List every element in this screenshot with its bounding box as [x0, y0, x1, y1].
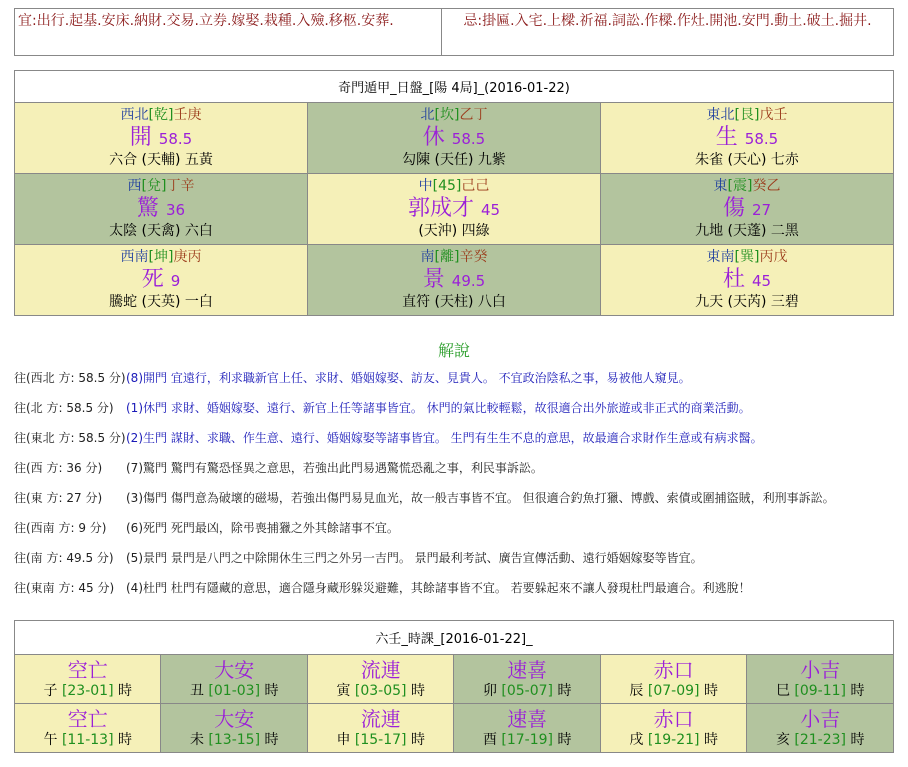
palace-stems: 丙戊 — [759, 249, 788, 265]
liuren-table — [14, 620, 894, 753]
explain-label: 往(西北 方: 58.5 分) — [14, 371, 126, 385]
liuren-name: 大安 — [214, 707, 255, 731]
explain-title: 解說 — [437, 341, 470, 360]
palace-stars: 六合 (天輔) 五黃 — [109, 152, 213, 168]
palace-trigram: [離] — [434, 249, 460, 265]
liuren-range: [09-11] — [794, 683, 847, 699]
palace-door: 郭成才 — [407, 196, 474, 221]
qimen-table — [14, 70, 894, 316]
palace-header — [15, 177, 307, 196]
explain-text: (4)杜門 杜門有隱藏的意思，適合隱身藏形躲災避難，其餘諸事皆不宜。 若要躲起來不讓人發現杜門最適合。利逃脫！ — [126, 581, 751, 595]
yi-cell: 宜:出行.起基.安床.納財.交易.立券.嫁娶.栽種.入殮.移柩.安葬. — [15, 9, 442, 56]
palace-cell — [15, 174, 308, 245]
palace-header — [601, 248, 893, 267]
liuren-time — [601, 682, 746, 700]
palace-cell — [601, 103, 894, 174]
palace-stems: 辛癸 — [459, 249, 488, 265]
palace-trigram: [45] — [432, 178, 462, 194]
explain-label: 往(西 方: 36 分) — [14, 461, 103, 475]
explain-text: (8)開門 宜遠行，利求職新官上任、求財、婚姻嫁娶、訪友、見貴人。 不宜政治陰私之事，易被他人窺見。 — [126, 371, 691, 385]
explain-label: 往(東南 方: 45 分) — [14, 581, 115, 595]
palace-trigram: [巽] — [734, 249, 760, 265]
liuren-range: [23-01] — [61, 683, 114, 699]
palace-cell — [308, 103, 601, 174]
liuren-cell — [600, 655, 746, 704]
liuren-cell — [747, 704, 894, 753]
palace-score: 58.5 — [451, 130, 486, 148]
explain-text: (2)生門 謀財、求職、作生意、遠行、婚姻嫁娶等諸事皆宜。 生門有生生不息的意思，故最適合求財作生意或有病求醫。 — [126, 431, 763, 445]
liuren-range: [13-15] — [208, 732, 261, 748]
liuren-time — [15, 731, 160, 749]
liuren-name: 赤口 — [653, 658, 694, 682]
palace-door-line — [601, 267, 893, 293]
liuren-name: 小吉 — [800, 707, 841, 731]
palace-stems: 己己 — [461, 178, 490, 194]
palace-door-line — [601, 196, 893, 222]
liuren-range: [01-03] — [208, 683, 261, 699]
palace-cell — [601, 174, 894, 245]
palace-cell — [308, 174, 601, 245]
palace-trigram: [艮] — [734, 107, 760, 123]
explain-row — [14, 460, 894, 476]
liuren-cell — [454, 704, 600, 753]
explain-row — [14, 370, 894, 386]
liuren-shi: 時 — [703, 732, 718, 748]
palace-stars: 騰蛇 (天英) 一白 — [109, 294, 213, 310]
liuren-name: 速喜 — [507, 707, 548, 731]
liuren-branch: 午 — [43, 732, 58, 748]
qimen-row — [15, 245, 894, 316]
liuren-title: 六壬_時課_[2016-01-22]_ — [15, 621, 894, 655]
palace-trigram: [坎] — [434, 107, 460, 123]
palace-door-line — [308, 125, 600, 151]
palace-direction: 東南 — [706, 249, 735, 265]
palace-direction: 東北 — [706, 107, 735, 123]
palace-score: 58.5 — [744, 130, 779, 148]
palace-door: 休 — [422, 125, 445, 150]
liuren-range: [05-07] — [501, 683, 553, 699]
liuren-shi: 時 — [557, 732, 572, 748]
explain-text: (7)驚門 驚門有驚恐怪異之意思，若強出此門易遇驚慌恐亂之事，利民事訴訟。 — [126, 461, 543, 475]
palace-trigram: [兌] — [141, 178, 167, 194]
palace-cell — [601, 245, 894, 316]
palace-header — [601, 177, 893, 196]
liuren-range: [03-05] — [354, 683, 407, 699]
palace-door: 死 — [141, 267, 164, 292]
liuren-shi: 時 — [703, 683, 718, 699]
explain-row — [14, 550, 894, 566]
palace-stars: 九天 (天芮) 三碧 — [695, 294, 799, 310]
liuren-range: [11-13] — [61, 732, 114, 748]
palace-door-line — [308, 267, 600, 293]
liuren-shi: 時 — [850, 683, 865, 699]
palace-header — [601, 106, 893, 125]
liuren-shi: 時 — [557, 683, 572, 699]
palace-score: 9 — [170, 272, 181, 290]
explain-text: (1)休門 求財、婚姻嫁娶、遠行、新官上任等諸事皆宜。 休門的氣比較輕鬆，故很適合出外旅遊或非正式的商業活動。 — [126, 401, 751, 415]
liuren-time — [308, 682, 453, 700]
liuren-shi: 時 — [264, 732, 279, 748]
palace-stems: 庚丙 — [173, 249, 202, 265]
liuren-range: [17-19] — [501, 732, 553, 748]
liuren-time — [601, 731, 746, 749]
palace-door: 開 — [129, 125, 152, 150]
liuren-cell — [307, 655, 453, 704]
explain-label: 往(北 方: 58.5 分) — [14, 401, 114, 415]
explain-label: 往(西南 方: 9 分) — [14, 521, 107, 535]
palace-door-line — [308, 196, 600, 222]
palace-header — [15, 248, 307, 267]
palace-score: 27 — [751, 201, 772, 219]
explain-text: (6)死門 死門最凶，除弔喪捕獵之外其餘諸事不宜。 — [126, 521, 399, 535]
palace-score: 58.5 — [158, 130, 193, 148]
palace-door: 傷 — [722, 196, 745, 221]
palace-direction: 西 — [127, 178, 142, 194]
liuren-cell — [161, 704, 307, 753]
explain-label: 往(南 方: 49.5 分) — [14, 551, 114, 565]
liuren-name: 赤口 — [653, 707, 694, 731]
palace-door-line — [15, 196, 307, 222]
liuren-cell — [15, 704, 161, 753]
liuren-branch: 未 — [189, 732, 204, 748]
liuren-time — [747, 682, 893, 700]
explain-label: 往(東北 方: 58.5 分) — [14, 431, 126, 445]
palace-stars: 太陰 (天禽) 六白 — [109, 223, 213, 239]
liuren-name: 小吉 — [800, 658, 841, 682]
palace-door: 生 — [715, 125, 738, 150]
liuren-time — [161, 682, 306, 700]
liuren-row — [15, 655, 894, 704]
liuren-name: 大安 — [214, 658, 255, 682]
liuren-name: 空亡 — [67, 658, 108, 682]
palace-door: 景 — [422, 267, 445, 292]
liuren-branch: 申 — [336, 732, 351, 748]
explain-label: 往(東 方: 27 分) — [14, 491, 103, 505]
qimen-title: 奇門遁甲_日盤_[陽 4局]_(2016-01-22) — [15, 71, 894, 103]
palace-stems: 壬庚 — [173, 107, 202, 123]
palace-score: 36 — [165, 201, 186, 219]
liuren-time — [747, 731, 893, 749]
palace-trigram: [坤] — [148, 249, 174, 265]
palace-cell — [15, 245, 308, 316]
palace-trigram: [震] — [727, 178, 753, 194]
palace-header — [308, 177, 600, 196]
liuren-range: [21-23] — [794, 732, 847, 748]
liuren-range: [15-17] — [354, 732, 407, 748]
liuren-cell — [307, 704, 453, 753]
explain-row — [14, 400, 894, 416]
explain-row — [14, 580, 894, 596]
palace-score: 49.5 — [451, 272, 486, 290]
liuren-time — [454, 682, 599, 700]
liuren-branch: 子 — [43, 683, 58, 699]
liuren-shi: 時 — [850, 732, 865, 748]
liuren-branch: 辰 — [629, 683, 644, 699]
liuren-name: 流連 — [360, 658, 401, 682]
palace-stars: 朱雀 (天心) 七赤 — [695, 152, 799, 168]
explain-row — [14, 430, 894, 446]
palace-trigram: [乾] — [148, 107, 174, 123]
liuren-branch: 酉 — [482, 732, 497, 748]
liuren-range: [19-21] — [647, 732, 700, 748]
palace-score: 45 — [480, 201, 501, 219]
liuren-row — [15, 704, 894, 753]
liuren-shi: 時 — [264, 683, 279, 699]
palace-stems: 癸乙 — [752, 178, 781, 194]
palace-stems: 丁辛 — [166, 178, 195, 194]
liuren-time — [15, 682, 160, 700]
palace-stars: (天沖) 四綠 — [418, 223, 490, 239]
liuren-branch: 巳 — [775, 683, 790, 699]
palace-door: 杜 — [722, 267, 745, 292]
palace-stems: 戊壬 — [759, 107, 788, 123]
liuren-shi: 時 — [118, 732, 132, 748]
explain-row — [14, 520, 894, 536]
palace-stars: 勾陳 (天任) 九紫 — [402, 152, 506, 168]
yiji-table — [14, 8, 894, 56]
explain-text: (5)景門 景門是八門之中除開休生三門之外另一吉門。 景門最利考試、廣告宣傳活動、遠行婚姻嫁娶等皆宜。 — [126, 551, 703, 565]
palace-door-line — [15, 125, 307, 151]
liuren-cell — [15, 655, 161, 704]
palace-door-line — [15, 267, 307, 293]
palace-direction: 南 — [420, 249, 435, 265]
liuren-cell — [600, 704, 746, 753]
liuren-shi: 時 — [118, 683, 132, 699]
palace-direction: 東 — [713, 178, 728, 194]
liuren-time — [454, 731, 599, 749]
palace-score: 45 — [751, 272, 772, 290]
liuren-time — [308, 731, 453, 749]
palace-stars: 九地 (天蓬) 二黑 — [695, 223, 799, 239]
palace-stars: 直符 (天柱) 八白 — [402, 294, 506, 310]
liuren-branch: 丑 — [189, 683, 204, 699]
liuren-cell — [454, 655, 600, 704]
qimen-row — [15, 174, 894, 245]
ji-cell: 忌:掛匾.入宅.上樑.祈福.詞訟.作樑.作灶.開池.安門.動土.破土.掘井. — [442, 9, 894, 56]
liuren-branch: 卯 — [482, 683, 497, 699]
qimen-row — [15, 103, 894, 174]
palace-header — [15, 106, 307, 125]
liuren-name: 空亡 — [67, 707, 108, 731]
palace-direction: 西南 — [120, 249, 149, 265]
palace-door: 驚 — [136, 196, 159, 221]
liuren-branch: 戌 — [629, 732, 644, 748]
liuren-cell — [161, 655, 307, 704]
liuren-range: [07-09] — [647, 683, 700, 699]
explain-text: (3)傷門 傷門意為破壞的磁場，若強出傷門易見血光，故一般吉事皆不宜。 但很適合釣魚打獵、博戲、索債或圍捕盜賊，利刑事訴訟。 — [126, 491, 835, 505]
palace-direction: 北 — [420, 107, 435, 123]
liuren-shi: 時 — [410, 732, 425, 748]
palace-door-line — [601, 125, 893, 151]
palace-direction: 中 — [418, 178, 433, 194]
palace-stems: 乙丁 — [459, 107, 488, 123]
palace-header — [308, 248, 600, 267]
explain-row — [14, 490, 894, 506]
palace-direction: 西北 — [120, 107, 149, 123]
liuren-name: 流連 — [360, 707, 401, 731]
liuren-shi: 時 — [410, 683, 425, 699]
palace-cell — [15, 103, 308, 174]
liuren-cell — [747, 655, 894, 704]
liuren-time — [161, 731, 306, 749]
liuren-name: 速喜 — [507, 658, 548, 682]
palace-header — [308, 106, 600, 125]
liuren-branch: 寅 — [336, 683, 351, 699]
palace-cell — [308, 245, 601, 316]
liuren-branch: 亥 — [775, 732, 790, 748]
